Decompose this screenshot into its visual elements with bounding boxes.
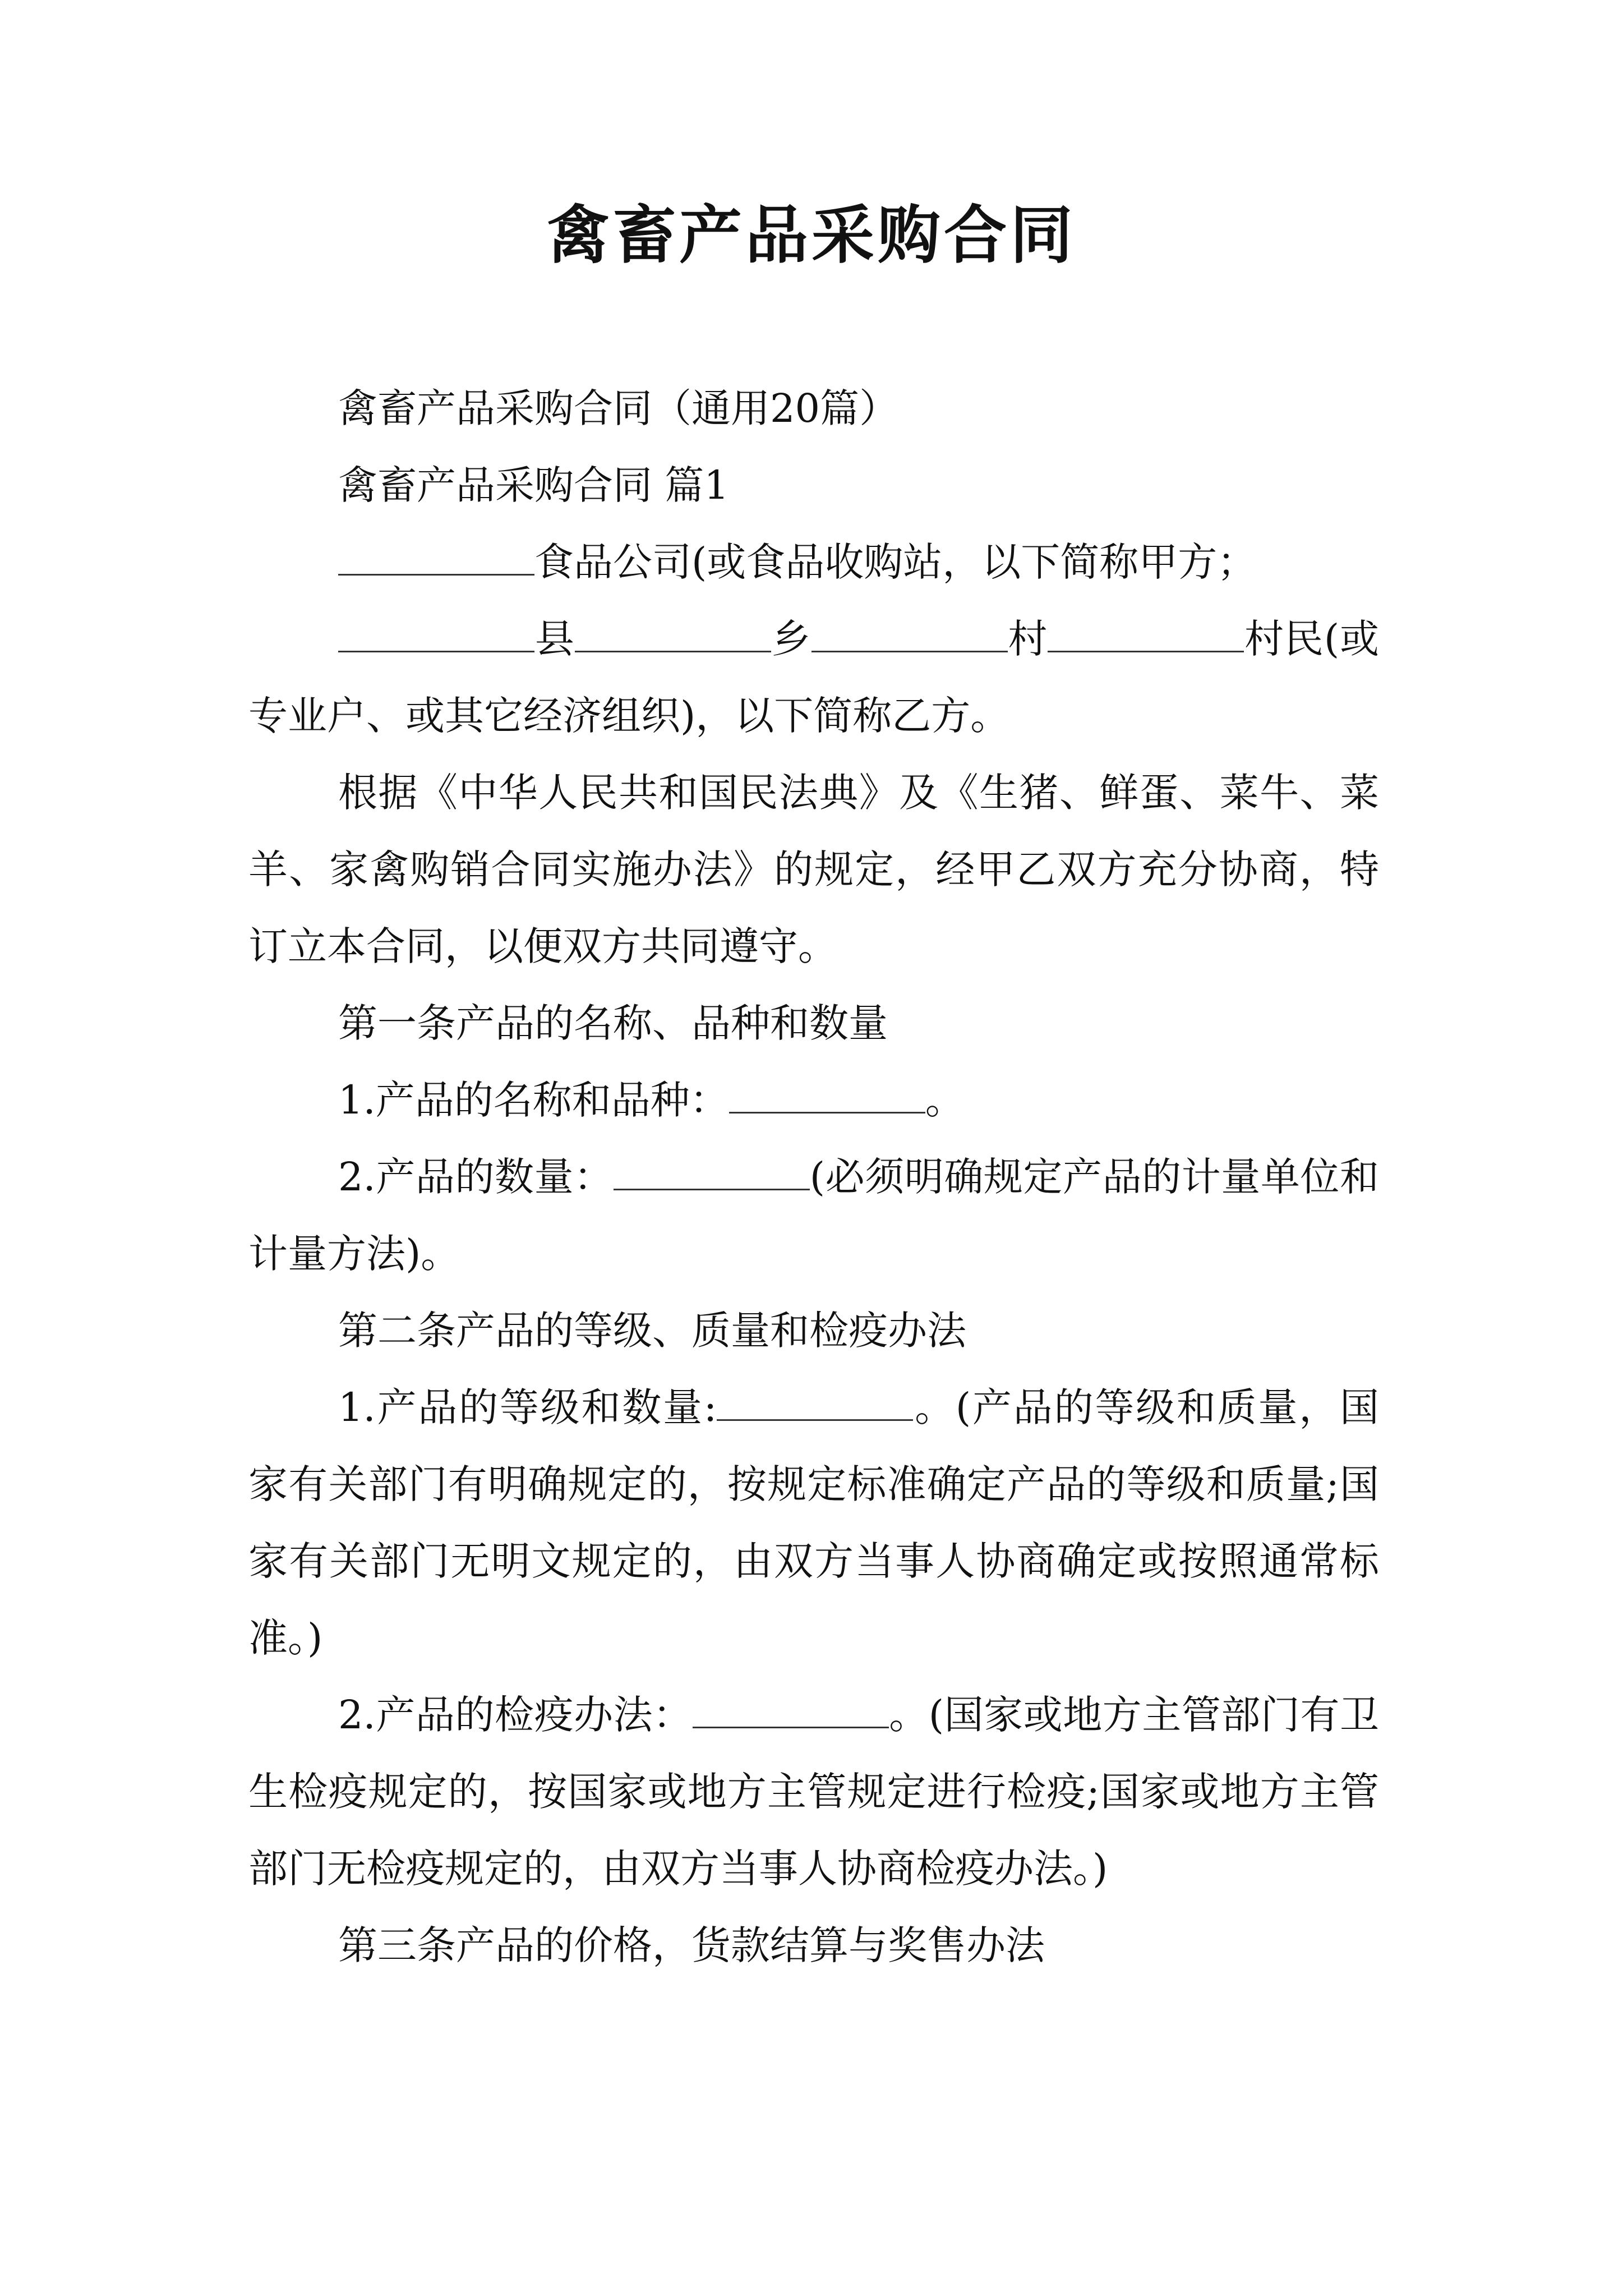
party-a-text: 食品公司(或食品收购站，以下简称甲方； xyxy=(534,539,1257,585)
subtitle-paragraph: 禽畜产品采购合同（通用20篇） xyxy=(338,385,899,431)
township-label: 乡 xyxy=(771,616,811,662)
item-label: 2.产品的数量： xyxy=(338,1154,614,1200)
fill-in-blank[interactable] xyxy=(614,1154,810,1190)
item-label: 1.产品的等级和数量: xyxy=(338,1384,717,1430)
fill-in-blank[interactable] xyxy=(811,616,1008,652)
article-2-heading: 第二条产品的等级、质量和检疫办法 xyxy=(338,1308,966,1354)
legal-basis-paragraph: 根据《中华人民共和国民法典》及《生猪、鲜蛋、菜牛、菜羊、家禽购销合同实施办法》的规定，经甲乙双方充分协商，特订立本合同，以便双方共同遵守。 xyxy=(248,770,1379,969)
part-heading: 禽畜产品采购合同 篇1 xyxy=(338,462,729,508)
fill-in-blank[interactable] xyxy=(693,1692,889,1728)
article-1-item-1 xyxy=(248,1062,1379,1139)
item-suffix: 。(产品的等级和质量，国家有关部门有明确规定的，按规定标准确定产品的等级和质量;国家有关部门无明文规定的，由双方当事人协商确定或按照通常标准。) xyxy=(248,1384,1380,1661)
item-suffix: 。 xyxy=(925,1077,965,1123)
fill-in-blank[interactable] xyxy=(1048,616,1244,652)
article-3-heading: 第三条产品的价格，货款结算与奖售办法 xyxy=(338,1922,1045,1968)
article-1-item-2 xyxy=(248,1139,1379,1292)
item-suffix: 。(国家或地方主管部门有卫生检疫规定的，按国家或地方主管规定进行检疫;国家或地方主管部门无检疫规定的，由双方当事人协商检疫办法。) xyxy=(248,1692,1379,1892)
document-title: 禽畜产品采购合同 xyxy=(547,199,1076,272)
fill-in-blank[interactable] xyxy=(729,1077,925,1114)
party-b-paragraph xyxy=(248,601,1379,754)
item-label: 2.产品的检疫办法： xyxy=(338,1692,693,1738)
party-a-paragraph xyxy=(248,524,1379,601)
party-b-text: 村民(或专业户、或其它经济组织)，以下简称乙方。 xyxy=(248,616,1380,739)
item-label: 1.产品的名称和品种： xyxy=(338,1077,729,1123)
village-label: 村 xyxy=(1007,616,1048,662)
article-1-heading: 第一条产品的名称、品种和数量 xyxy=(338,1000,888,1046)
fill-in-blank[interactable] xyxy=(717,1384,913,1421)
document-body xyxy=(248,370,1379,1984)
fill-in-blank[interactable] xyxy=(338,539,534,576)
article-2-item-1 xyxy=(248,1369,1379,1677)
article-2-item-2 xyxy=(248,1677,1379,1907)
fill-in-blank[interactable] xyxy=(575,616,771,652)
item-suffix: (必须明确规定产品的计量单位和计量方法)。 xyxy=(248,1154,1380,1277)
fill-in-blank[interactable] xyxy=(338,616,534,652)
county-label: 县 xyxy=(534,616,575,662)
